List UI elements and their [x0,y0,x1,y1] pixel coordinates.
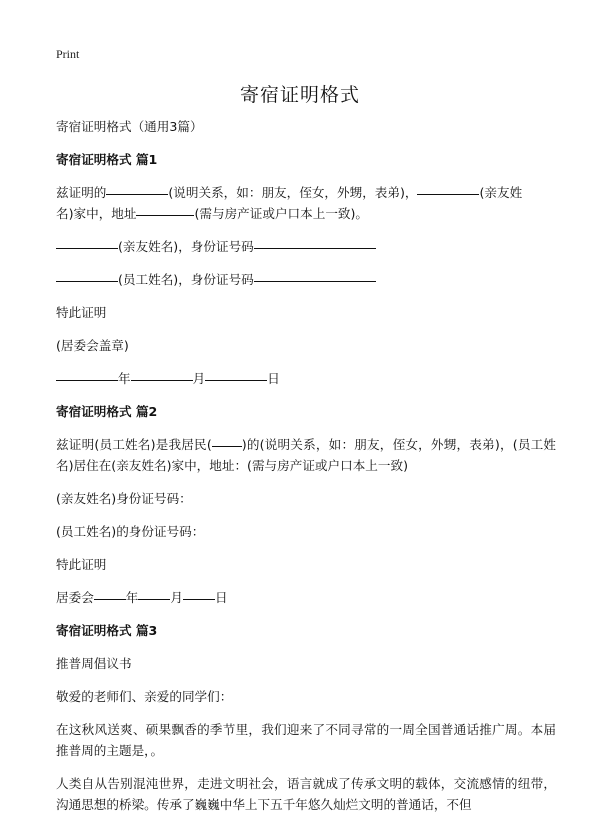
section-1-stamp: (居委会盖章) [56,338,129,353]
subtitle: 寄宿证明格式（通用3篇） [56,119,203,134]
blank-line [254,280,376,282]
blank-line [131,379,193,381]
blank-line [106,193,168,195]
blank-line [94,598,126,600]
blank-line [417,193,479,195]
section-1-date: 年 月 日 [56,368,556,389]
section-2-date: 居委会 年 月 日 [56,590,228,605]
section-2-friend-id: (亲友姓名)身份证号码： [56,491,192,506]
print-link[interactable]: Print [56,47,80,61]
section-2-employee-id: (员工姓名)的身份证号码： [56,524,205,539]
blank-line [183,598,215,600]
section-3-paragraph-2: 人类自从告别混沌世界，走进文明社会，语言就成了传承文明的载体，交流感情的纽带，沟通思想的桥梁。传承了巍巍中华上下五千年悠久灿烂文明的普通话，不但 [56,776,556,812]
blank-line [56,280,118,282]
blank-line [254,247,376,249]
section-1-intro: 兹证明的 (说明关系，如：朋友，侄女，外甥，表弟)， (亲友姓 名)家中，地址 (需与房产证或户口本上一致)。 [56,185,523,221]
section-1-heading: 寄宿证明格式 篇1 [56,152,158,167]
section-1-employee-id: (员工姓名)，身份证号码 [56,269,556,290]
section-3-paragraph-1: 在这秋风送爽、硕果飘香的季节里，我们迎来了不同寻常的一周全国普通话推广周。本届推普周的主题是，。 [56,722,556,758]
blank-line [56,247,118,249]
blank-line [212,445,242,447]
section-3-proposal: 推普周倡议书 [56,656,132,671]
blank-line [56,379,118,381]
document-body [56,116,556,827]
section-2-certify: 特此证明 [56,557,107,572]
blank-line [136,214,194,216]
blank-line [138,598,170,600]
section-3-greeting: 敬爱的老师们、亲爱的同学们： [56,689,233,704]
page-title: 寄宿证明格式 [239,84,360,106]
section-2-body: 兹证明(员工姓名)是我居民( )的(说明关系，如：朋友，侄女，外甥，表弟)，(员工姓名)居住在(亲友姓名)家中，地址：(需与房产证或户口本上一致) [56,437,556,473]
section-1-certify: 特此证明 [56,305,107,320]
section-2-heading: 寄宿证明格式 篇2 [56,404,158,419]
blank-line [205,379,267,381]
section-3-heading: 寄宿证明格式 篇3 [56,623,158,638]
section-1-friend-id: (亲友姓名)，身份证号码 [56,236,556,257]
